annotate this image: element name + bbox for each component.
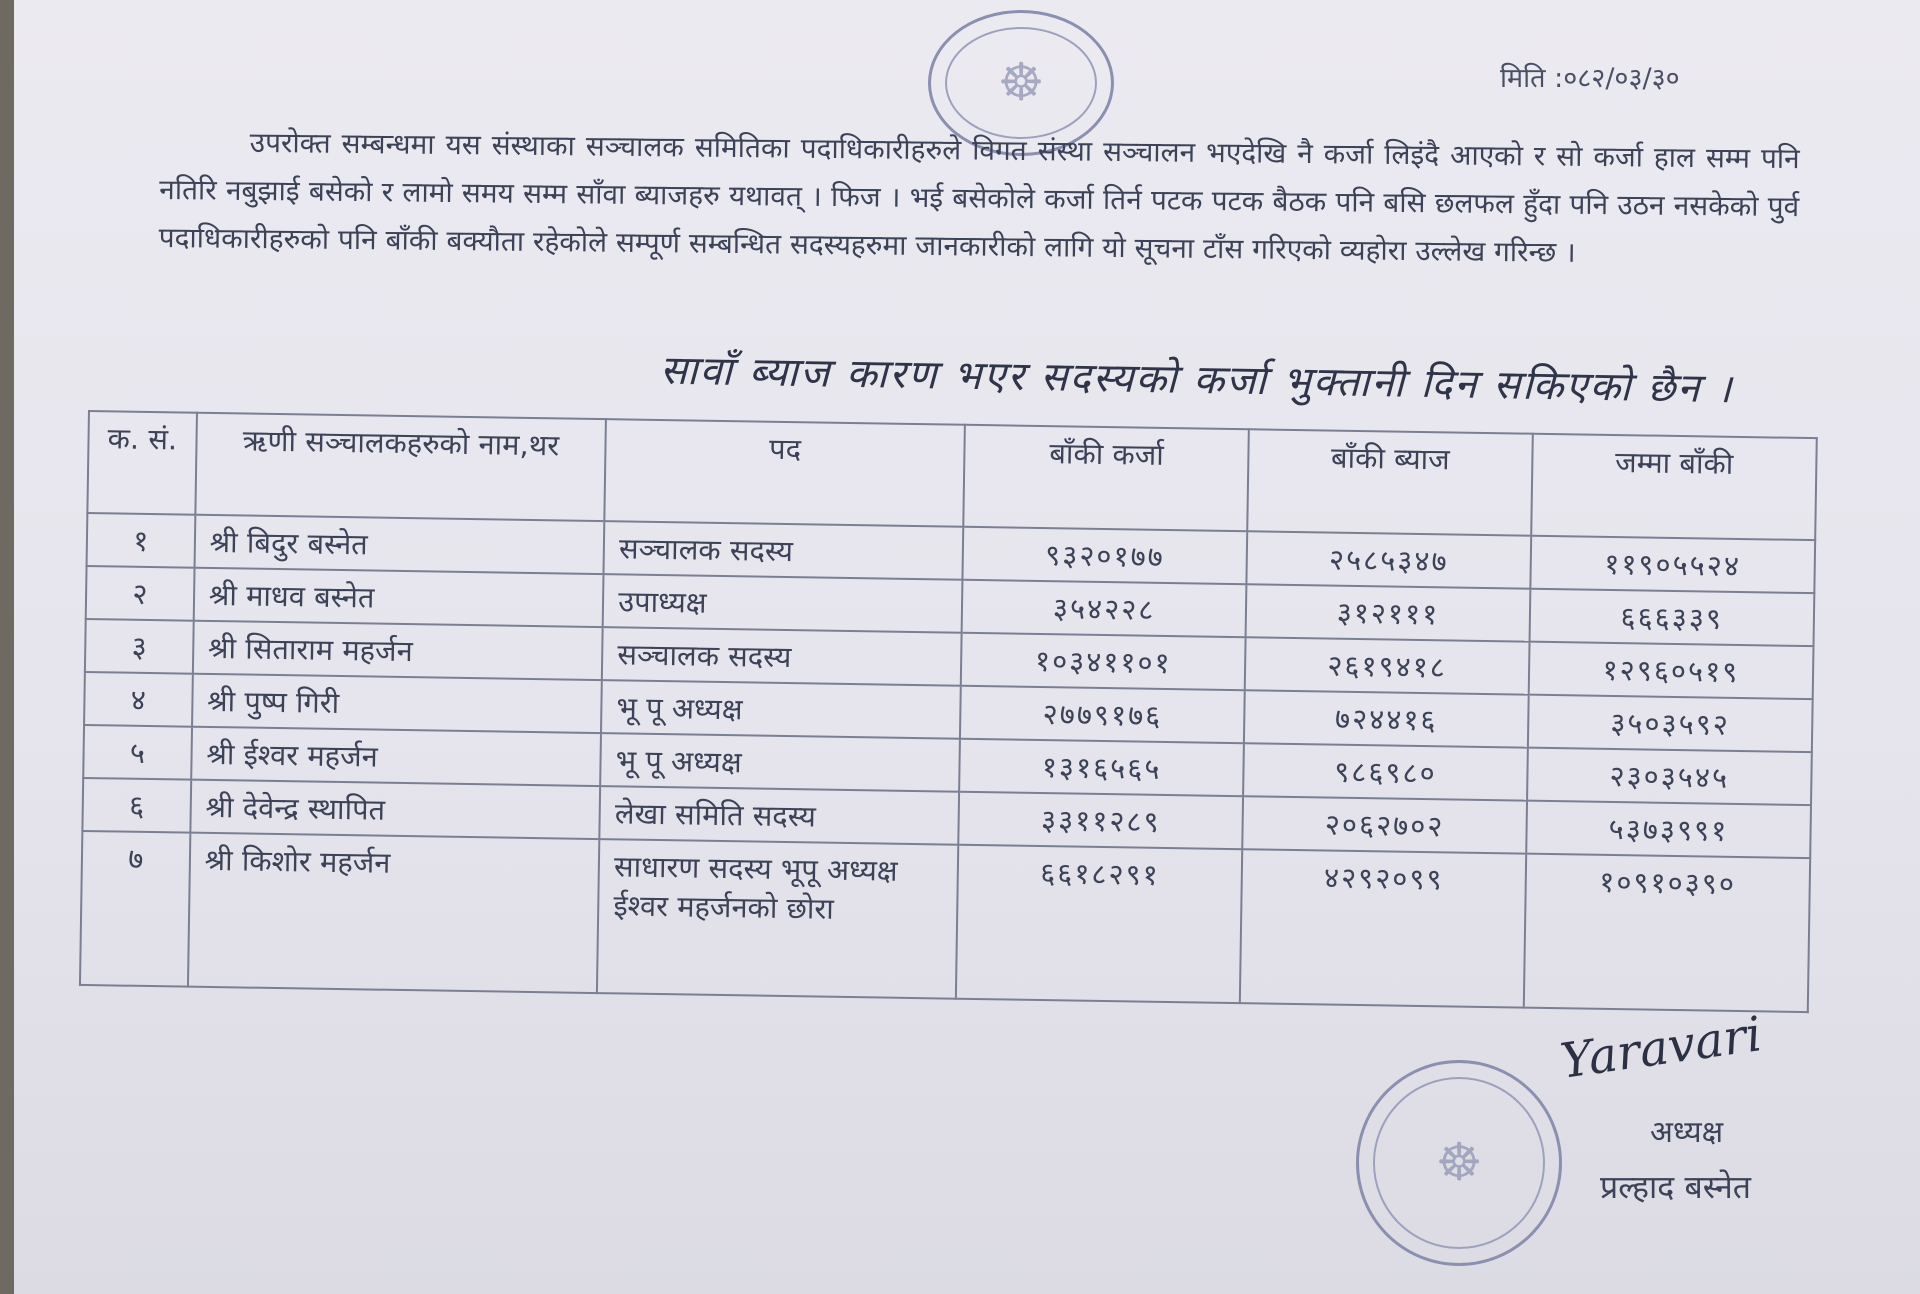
row-total: १२९६०५१९ bbox=[1528, 642, 1813, 699]
row-serial: ३ bbox=[85, 619, 194, 674]
row-total: ६६६३३९ bbox=[1529, 589, 1814, 646]
row-interest: २०६२७०२ bbox=[1243, 796, 1527, 853]
row-name: श्री बिदुर बस्नेत bbox=[194, 515, 604, 574]
row-interest: २५८५३४७ bbox=[1247, 531, 1531, 588]
row-name: श्री ईश्वर महर्जन bbox=[191, 727, 601, 786]
organization-seal-icon: ☸ bbox=[1356, 1060, 1562, 1266]
row-serial: ६ bbox=[82, 778, 191, 833]
row-serial: २ bbox=[86, 566, 195, 621]
row-post: साधारण सदस्य भूपू अध्यक्ष ईश्वर महर्जनको छोरा bbox=[597, 839, 958, 999]
row-serial: १ bbox=[87, 513, 196, 568]
chairman-signature: Yaravari bbox=[1557, 1006, 1766, 1090]
header-total-remaining: जम्मा बाँकी bbox=[1531, 434, 1817, 540]
row-post: सञ्चालक सदस्य bbox=[604, 521, 964, 580]
debtor-directors-table bbox=[79, 410, 1818, 1013]
header-remaining-interest: बाँकी ब्याज bbox=[1248, 429, 1533, 535]
row-total: २३०३५४५ bbox=[1527, 748, 1812, 805]
row-serial: ५ bbox=[83, 725, 192, 780]
row-loan: १०३४११०१ bbox=[961, 633, 1246, 690]
row-interest: ३१२१११ bbox=[1246, 584, 1530, 641]
organization-seal-icon: ☸ bbox=[928, 10, 1114, 156]
table-row bbox=[80, 831, 1810, 1012]
row-loan: ३३११२८९ bbox=[958, 792, 1243, 849]
header-name: ऋणी सञ्चालकहरुको नाम,थर bbox=[195, 413, 606, 521]
notice-body bbox=[158, 118, 1799, 279]
row-name: श्री सिताराम महर्जन bbox=[193, 621, 603, 680]
row-post: भू पू अध्यक्ष bbox=[601, 680, 961, 739]
row-total: १०९१०३९० bbox=[1524, 854, 1811, 1012]
row-total: ५३७३९९१ bbox=[1526, 801, 1811, 858]
row-loan: २७७९१७६ bbox=[960, 686, 1245, 743]
row-post: उपाध्यक्ष bbox=[603, 574, 963, 633]
row-total: ११९०५५२४ bbox=[1530, 536, 1815, 593]
row-interest: ९८६९८० bbox=[1243, 743, 1527, 800]
row-loan: ६६१८२९१ bbox=[956, 845, 1243, 1003]
row-serial: ४ bbox=[84, 672, 193, 727]
row-name: श्री किशोर महर्जन bbox=[188, 833, 600, 993]
row-interest: २६१९४१८ bbox=[1245, 637, 1529, 694]
row-serial: ७ bbox=[80, 831, 190, 987]
page-edge-shadow bbox=[0, 0, 14, 1294]
row-post: भू पू अध्यक्ष bbox=[600, 733, 960, 792]
row-post: लेखा समिति सदस्य bbox=[600, 786, 960, 845]
row-interest: ७२४४१६ bbox=[1244, 690, 1528, 747]
notice-paragraph: उपरोक्त सम्बन्धमा यस संस्थाका सञ्चालक समितिका पदाधिकारीहरुले विगत संस्था सञ्चालन भएदेखि नै कर्जा लिइंदै आएको र सो कर्जा हाल सम्म पनि नतिरि नबुझाई बसेको र लामो समय सम्म साँवा ब्याजहरु यथावत् । फिज । भई बसेकोले कर्जा तिर्न पटक पटक बैठक पनि बसि छलफल हुँदा पनि उठन नसकेको पुर्व पदाधिकारीहरुको पनि बाँकी बक्यौता रहेकोले सम्पूर्ण सम्बन्धित सदस्यहरुमा जानकारीको लागि यो सूचना टाँस गरिएको व्यहोरा उल्लेख गरिन्छ । bbox=[158, 125, 1800, 269]
row-loan: ३५४२२८ bbox=[962, 580, 1247, 637]
notice-date: मिति :०८२/०३/३० bbox=[1500, 63, 1680, 94]
row-total: ३५०३५९२ bbox=[1528, 695, 1813, 752]
row-name: श्री देवेन्द्र स्थापित bbox=[190, 780, 600, 839]
handwritten-note: सावाँ ब्याज कारण भएर सदस्यको कर्जा भुक्तानी दिन सकिएको छैन । bbox=[659, 347, 1734, 413]
row-loan: ९३२०१७७ bbox=[962, 527, 1247, 584]
header-post: पद bbox=[605, 419, 965, 527]
row-name: श्री माधव बस्नेत bbox=[193, 568, 603, 627]
signatory-name: प्रल्हाद बस्नेत bbox=[1600, 1168, 1751, 1206]
signatory-title: अध्यक्ष bbox=[1650, 1115, 1724, 1150]
row-post: सञ्चालक सदस्य bbox=[602, 627, 962, 686]
row-interest: ४२९२०९९ bbox=[1240, 849, 1526, 1007]
header-remaining-loan: बाँकी कर्जा bbox=[963, 425, 1249, 531]
row-name: श्री पुष्प गिरी bbox=[192, 674, 602, 733]
header-serial: क. सं. bbox=[87, 411, 196, 515]
row-loan: १३१६५६५ bbox=[959, 739, 1244, 796]
